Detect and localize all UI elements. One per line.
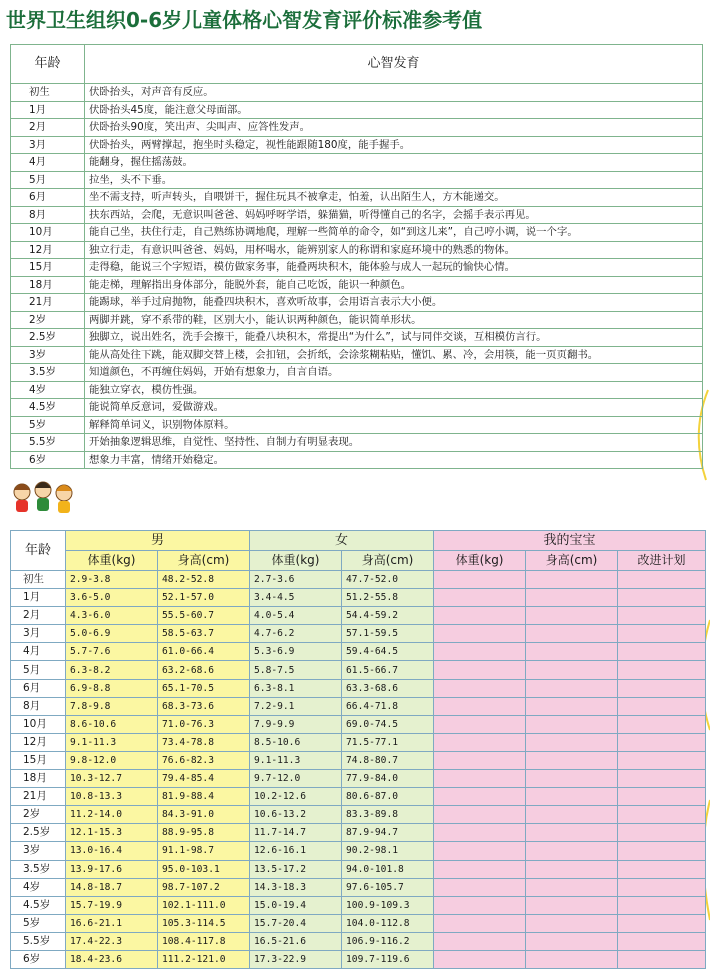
baby-height-input-cell[interactable] (526, 842, 618, 860)
baby-weight-input-cell[interactable] (434, 733, 526, 751)
boy-height-cell: 95.0-103.1 (158, 860, 250, 878)
boy-height-cell: 91.1-98.7 (158, 842, 250, 860)
development-description-cell: 走得稳，能说三个字短语，模仿做家务事，能叠两块积木，能体验与成人一起玩的愉快心情。 (85, 259, 703, 277)
improvement-plan-input-cell[interactable] (618, 715, 706, 733)
baby-weight-input-cell[interactable] (434, 571, 526, 589)
girl-height-cell: 57.1-59.5 (342, 625, 434, 643)
boy-weight-cell: 4.3-6.0 (66, 607, 158, 625)
girl-weight-cell: 17.3-22.9 (250, 950, 342, 968)
growth-row (11, 643, 706, 661)
development-description-cell: 两脚并跳，穿不系带的鞋，区别大小，能认识两种颜色，能识简单形状。 (85, 311, 703, 329)
growth-age-cell: 18月 (11, 770, 66, 788)
development-description-cell: 能自己坐，扶住行走，自己熟练协调地爬，理解一些简单的命令，如“到这儿来”，自己哼小调，说一个字。 (85, 224, 703, 242)
development-table (10, 44, 703, 469)
growth-row (11, 842, 706, 860)
girl-weight-cell: 15.7-20.4 (250, 914, 342, 932)
header-boy: 男 (66, 531, 250, 551)
growth-table-group-row (11, 531, 706, 551)
development-row (11, 259, 703, 277)
girl-height-cell: 106.9-116.2 (342, 932, 434, 950)
development-description-cell: 能说简单反意词，爱做游戏。 (85, 399, 703, 417)
development-age-cell: 2岁 (11, 311, 85, 329)
boy-weight-cell: 13.0-16.4 (66, 842, 158, 860)
development-description-cell: 伏卧抬头45度，能注意父母面部。 (85, 101, 703, 119)
baby-weight-input-cell[interactable] (434, 679, 526, 697)
boy-weight-cell: 9.8-12.0 (66, 751, 158, 769)
development-description-cell: 拉坐，头不下垂。 (85, 171, 703, 189)
growth-age-cell: 10月 (11, 715, 66, 733)
development-table-header (11, 45, 703, 84)
girl-weight-cell: 2.7-3.6 (250, 571, 342, 589)
growth-age-cell: 12月 (11, 733, 66, 751)
boy-height-cell: 71.0-76.3 (158, 715, 250, 733)
girl-weight-cell: 5.8-7.5 (250, 661, 342, 679)
boy-height-cell: 52.1-57.0 (158, 589, 250, 607)
baby-height-input-cell[interactable] (526, 824, 618, 842)
boy-height-cell: 63.2-68.6 (158, 661, 250, 679)
baby-height-input-cell[interactable] (526, 589, 618, 607)
baby-height-input-cell[interactable] (526, 733, 618, 751)
baby-weight-input-cell[interactable] (434, 661, 526, 679)
baby-weight-input-cell[interactable] (434, 697, 526, 715)
growth-age-cell: 2岁 (11, 806, 66, 824)
baby-height-input-cell[interactable] (526, 571, 618, 589)
boy-weight-cell: 14.8-18.7 (66, 878, 158, 896)
improvement-plan-input-cell[interactable] (618, 643, 706, 661)
baby-weight-input-cell[interactable] (434, 643, 526, 661)
development-row (11, 276, 703, 294)
growth-table (10, 530, 706, 969)
development-description-cell: 伏卧抬头，两臂撑起，抱坐时头稳定，视性能跟随180度，能手握手。 (85, 136, 703, 154)
development-row (11, 241, 703, 259)
header-improvement-plan: 改进计划 (618, 551, 706, 571)
development-description-cell: 开始抽象逻辑思维，自觉性、坚持性、自制力有明显表现。 (85, 434, 703, 452)
development-row (11, 434, 703, 452)
development-description-cell: 独立行走，有意识叫爸爸、妈妈，用杯喝水，能辨别家人的称谓和家庭环境中的熟悉的物体。 (85, 241, 703, 259)
improvement-plan-input-cell[interactable] (618, 770, 706, 788)
development-description-cell: 独脚立，说出姓名，洗手会擦干，能叠八块积木，常提出“为什么”，试与同伴交谈，互相模仿言行。 (85, 329, 703, 347)
girl-weight-cell: 13.5-17.2 (250, 860, 342, 878)
girl-height-cell: 77.9-84.0 (342, 770, 434, 788)
growth-row (11, 788, 706, 806)
girl-height-cell: 90.2-98.1 (342, 842, 434, 860)
improvement-plan-input-cell[interactable] (618, 860, 706, 878)
improvement-plan-input-cell[interactable] (618, 625, 706, 643)
boy-weight-cell: 18.4-23.6 (66, 950, 158, 968)
growth-age-cell: 6岁 (11, 950, 66, 968)
girl-height-cell: 54.4-59.2 (342, 607, 434, 625)
girl-height-cell: 66.4-71.8 (342, 697, 434, 715)
baby-height-input-cell[interactable] (526, 661, 618, 679)
boy-height-cell: 76.6-82.3 (158, 751, 250, 769)
girl-weight-cell: 11.7-14.7 (250, 824, 342, 842)
boy-weight-cell: 8.6-10.6 (66, 715, 158, 733)
girl-weight-cell: 9.1-11.3 (250, 751, 342, 769)
baby-height-input-cell[interactable] (526, 697, 618, 715)
girl-weight-cell: 7.9-9.9 (250, 715, 342, 733)
baby-weight-input-cell[interactable] (434, 806, 526, 824)
boy-weight-cell: 6.9-8.8 (66, 679, 158, 697)
development-row (11, 451, 703, 469)
baby-weight-input-cell[interactable] (434, 788, 526, 806)
development-description-cell: 伏卧抬头90度，笑出声、尖叫声、应答性发声。 (85, 119, 703, 137)
growth-row (11, 860, 706, 878)
girl-height-cell: 109.7-119.6 (342, 950, 434, 968)
girl-weight-cell: 6.3-8.1 (250, 679, 342, 697)
boy-weight-cell: 6.3-8.2 (66, 661, 158, 679)
development-row (11, 84, 703, 102)
baby-weight-input-cell[interactable] (434, 625, 526, 643)
development-row (11, 224, 703, 242)
development-age-cell: 4岁 (11, 381, 85, 399)
development-age-cell: 4.5岁 (11, 399, 85, 417)
boy-height-cell: 65.1-70.5 (158, 679, 250, 697)
girl-height-cell: 59.4-64.5 (342, 643, 434, 661)
development-row (11, 206, 703, 224)
development-row (11, 136, 703, 154)
development-age-cell: 12月 (11, 241, 85, 259)
development-description-cell: 能独立穿衣，模仿性强。 (85, 381, 703, 399)
boy-height-cell: 84.3-91.0 (158, 806, 250, 824)
baby-weight-input-cell[interactable] (434, 842, 526, 860)
girl-weight-cell: 5.3-6.9 (250, 643, 342, 661)
baby-weight-input-cell[interactable] (434, 932, 526, 950)
growth-age-cell: 4月 (11, 643, 66, 661)
growth-age-cell: 8月 (11, 697, 66, 715)
boy-height-cell: 55.5-60.7 (158, 607, 250, 625)
header-baby-height: 身高(cm) (526, 551, 618, 571)
girl-height-cell: 51.2-55.8 (342, 589, 434, 607)
baby-weight-input-cell[interactable] (434, 607, 526, 625)
improvement-plan-input-cell[interactable] (618, 896, 706, 914)
growth-age-cell: 1月 (11, 589, 66, 607)
baby-weight-input-cell[interactable] (434, 950, 526, 968)
baby-height-input-cell[interactable] (526, 878, 618, 896)
header-my-baby: 我的宝宝 (434, 531, 706, 551)
boy-weight-cell: 7.8-9.8 (66, 697, 158, 715)
development-row (11, 416, 703, 434)
development-age-cell: 10月 (11, 224, 85, 242)
baby-weight-input-cell[interactable] (434, 770, 526, 788)
development-age-cell: 2月 (11, 119, 85, 137)
boy-weight-cell: 17.4-22.3 (66, 932, 158, 950)
girl-weight-cell: 10.2-12.6 (250, 788, 342, 806)
girl-height-cell: 61.5-66.7 (342, 661, 434, 679)
boy-height-cell: 79.4-85.4 (158, 770, 250, 788)
improvement-plan-input-cell[interactable] (618, 697, 706, 715)
improvement-plan-input-cell[interactable] (618, 806, 706, 824)
growth-row (11, 661, 706, 679)
development-row (11, 311, 703, 329)
girl-weight-cell: 7.2-9.1 (250, 697, 342, 715)
header-girl-height: 身高(cm) (342, 551, 434, 571)
boy-weight-cell: 2.9-3.8 (66, 571, 158, 589)
growth-age-cell: 3.5岁 (11, 860, 66, 878)
development-row (11, 189, 703, 207)
improvement-plan-input-cell[interactable] (618, 571, 706, 589)
development-row (11, 381, 703, 399)
growth-row (11, 679, 706, 697)
improvement-plan-input-cell[interactable] (618, 589, 706, 607)
girl-weight-cell: 4.0-5.4 (250, 607, 342, 625)
baby-height-input-cell[interactable] (526, 914, 618, 932)
growth-row (11, 589, 706, 607)
growth-age-cell: 21月 (11, 788, 66, 806)
growth-row (11, 571, 706, 589)
girl-weight-cell: 3.4-4.5 (250, 589, 342, 607)
growth-age-cell: 15月 (11, 751, 66, 769)
development-age-cell: 1月 (11, 101, 85, 119)
baby-height-input-cell[interactable] (526, 607, 618, 625)
boy-weight-cell: 13.9-17.6 (66, 860, 158, 878)
development-age-cell: 4月 (11, 154, 85, 172)
growth-row (11, 896, 706, 914)
growth-row (11, 733, 706, 751)
improvement-plan-input-cell[interactable] (618, 661, 706, 679)
growth-row (11, 932, 706, 950)
girl-weight-cell: 14.3-18.3 (250, 878, 342, 896)
development-age-cell: 3月 (11, 136, 85, 154)
page-title: 世界卫生组织0-6岁儿童体格心智发育评价标准参考值 (6, 8, 483, 32)
growth-age-cell: 5月 (11, 661, 66, 679)
girl-weight-cell: 9.7-12.0 (250, 770, 342, 788)
improvement-plan-input-cell[interactable] (618, 679, 706, 697)
boy-height-cell: 68.3-73.6 (158, 697, 250, 715)
boy-height-cell: 73.4-78.8 (158, 733, 250, 751)
growth-age-cell: 2.5岁 (11, 824, 66, 842)
growth-age-cell: 4岁 (11, 878, 66, 896)
development-age-cell: 3.5岁 (11, 364, 85, 382)
growth-row (11, 625, 706, 643)
development-description-cell: 能从高处往下跳，能双脚交替上楼，会扣钮，会折纸，会涂浆糊粘贴，懂饥、累、冷，会用筷，能一页页翻书。 (85, 346, 703, 364)
girl-height-cell: 80.6-87.0 (342, 788, 434, 806)
development-row (11, 119, 703, 137)
growth-age-cell: 4.5岁 (11, 896, 66, 914)
header-boy-height: 身高(cm) (158, 551, 250, 571)
development-description-cell: 解释简单词义，识别物体原料。 (85, 416, 703, 434)
girl-height-cell: 100.9-109.3 (342, 896, 434, 914)
baby-weight-input-cell[interactable] (434, 824, 526, 842)
growth-row (11, 950, 706, 968)
development-row (11, 154, 703, 172)
growth-row (11, 770, 706, 788)
girl-height-cell: 47.7-52.0 (342, 571, 434, 589)
boy-weight-cell: 5.0-6.9 (66, 625, 158, 643)
development-row (11, 171, 703, 189)
baby-height-input-cell[interactable] (526, 896, 618, 914)
baby-weight-input-cell[interactable] (434, 715, 526, 733)
development-description-cell: 能翻身，握住摇荡鼓。 (85, 154, 703, 172)
development-age-cell: 18月 (11, 276, 85, 294)
baby-height-input-cell[interactable] (526, 625, 618, 643)
boy-weight-cell: 16.6-21.1 (66, 914, 158, 932)
baby-weight-input-cell[interactable] (434, 878, 526, 896)
development-description-cell: 扶东西站，会爬，无意识叫爸爸、妈妈呼呀学语，躲猫猫，听得懂自己的名字，会摇手表示再见。 (85, 206, 703, 224)
baby-weight-input-cell[interactable] (434, 860, 526, 878)
girl-height-cell: 69.0-74.5 (342, 715, 434, 733)
boy-weight-cell: 10.8-13.3 (66, 788, 158, 806)
development-description-cell: 坐不需支持，听声转头，自喂饼干，握住玩具不被拿走，怕羞，认出陌生人，方木能递交。 (85, 189, 703, 207)
header-girl: 女 (250, 531, 434, 551)
growth-age-cell: 6月 (11, 679, 66, 697)
baby-height-input-cell[interactable] (526, 770, 618, 788)
boy-height-cell: 88.9-95.8 (158, 824, 250, 842)
development-row (11, 101, 703, 119)
growth-row (11, 914, 706, 932)
development-age-cell: 5.5岁 (11, 434, 85, 452)
development-age-cell: 初生 (11, 84, 85, 102)
header-girl-weight: 体重(kg) (250, 551, 342, 571)
baby-height-input-cell[interactable] (526, 932, 618, 950)
girl-weight-cell: 4.7-6.2 (250, 625, 342, 643)
baby-height-input-cell[interactable] (526, 679, 618, 697)
growth-age-cell: 3月 (11, 625, 66, 643)
development-description-cell: 想象力丰富，情绪开始稳定。 (85, 451, 703, 469)
baby-height-input-cell[interactable] (526, 788, 618, 806)
girl-height-cell: 71.5-77.1 (342, 733, 434, 751)
improvement-plan-input-cell[interactable] (618, 878, 706, 896)
boy-weight-cell: 11.2-14.0 (66, 806, 158, 824)
header-age: 年龄 (11, 45, 85, 84)
improvement-plan-input-cell[interactable] (618, 842, 706, 860)
girl-height-cell: 94.0-101.8 (342, 860, 434, 878)
growth-age-cell: 3岁 (11, 842, 66, 860)
development-age-cell: 6岁 (11, 451, 85, 469)
boy-weight-cell: 12.1-15.3 (66, 824, 158, 842)
development-age-cell: 3岁 (11, 346, 85, 364)
baby-weight-input-cell[interactable] (434, 914, 526, 932)
improvement-plan-input-cell[interactable] (618, 914, 706, 932)
baby-height-input-cell[interactable] (526, 860, 618, 878)
growth-row (11, 878, 706, 896)
development-age-cell: 15月 (11, 259, 85, 277)
growth-row (11, 697, 706, 715)
growth-age-cell: 初生 (11, 571, 66, 589)
boy-weight-cell: 10.3-12.7 (66, 770, 158, 788)
boy-weight-cell: 9.1-11.3 (66, 733, 158, 751)
boy-height-cell: 81.9-88.4 (158, 788, 250, 806)
development-description-cell: 能踢球，举手过肩抛物，能叠四块积木，喜欢听故事，会用语言表示大小便。 (85, 294, 703, 312)
development-row (11, 364, 703, 382)
growth-age-cell: 5岁 (11, 914, 66, 932)
improvement-plan-input-cell[interactable] (618, 950, 706, 968)
growth-table-subheader-row (11, 551, 706, 571)
girl-height-cell: 87.9-94.7 (342, 824, 434, 842)
boy-height-cell: 48.2-52.8 (158, 571, 250, 589)
baby-weight-input-cell[interactable] (434, 751, 526, 769)
improvement-plan-input-cell[interactable] (618, 788, 706, 806)
improvement-plan-input-cell[interactable] (618, 751, 706, 769)
baby-height-input-cell[interactable] (526, 806, 618, 824)
improvement-plan-input-cell[interactable] (618, 824, 706, 842)
girl-weight-cell: 16.5-21.6 (250, 932, 342, 950)
baby-weight-input-cell[interactable] (434, 896, 526, 914)
development-age-cell: 8月 (11, 206, 85, 224)
girl-height-cell: 83.3-89.8 (342, 806, 434, 824)
development-row (11, 329, 703, 347)
boy-height-cell: 111.2-121.0 (158, 950, 250, 968)
baby-weight-input-cell[interactable] (434, 589, 526, 607)
development-description-cell: 能走梯，理解指出身体部分，能脱外套，能自己吃饭，能识一种颜色。 (85, 276, 703, 294)
development-age-cell: 21月 (11, 294, 85, 312)
improvement-plan-input-cell[interactable] (618, 607, 706, 625)
development-table-body (11, 84, 703, 469)
boy-height-cell: 108.4-117.8 (158, 932, 250, 950)
girl-weight-cell: 8.5-10.6 (250, 733, 342, 751)
development-description-cell: 伏卧抬头，对声音有反应。 (85, 84, 703, 102)
header-baby-weight: 体重(kg) (434, 551, 526, 571)
boy-height-cell: 98.7-107.2 (158, 878, 250, 896)
development-row (11, 399, 703, 417)
baby-height-input-cell[interactable] (526, 950, 618, 968)
improvement-plan-input-cell[interactable] (618, 733, 706, 751)
boy-height-cell: 58.5-63.7 (158, 625, 250, 643)
improvement-plan-input-cell[interactable] (618, 932, 706, 950)
baby-height-input-cell[interactable] (526, 715, 618, 733)
girl-weight-cell: 12.6-16.1 (250, 842, 342, 860)
development-row (11, 346, 703, 364)
boy-height-cell: 102.1-111.0 (158, 896, 250, 914)
cartoon-kids-illustration (8, 478, 78, 518)
girl-height-cell: 63.3-68.6 (342, 679, 434, 697)
boy-weight-cell: 3.6-5.0 (66, 589, 158, 607)
growth-age-cell: 5.5岁 (11, 932, 66, 950)
girl-height-cell: 74.8-80.7 (342, 751, 434, 769)
growth-row (11, 751, 706, 769)
boy-height-cell: 105.3-114.5 (158, 914, 250, 932)
baby-height-input-cell[interactable] (526, 643, 618, 661)
girl-weight-cell: 15.0-19.4 (250, 896, 342, 914)
growth-table-body (11, 571, 706, 969)
growth-row (11, 824, 706, 842)
boy-weight-cell: 5.7-7.6 (66, 643, 158, 661)
development-row (11, 294, 703, 312)
development-age-cell: 2.5岁 (11, 329, 85, 347)
girl-height-cell: 97.6-105.7 (342, 878, 434, 896)
development-age-cell: 5月 (11, 171, 85, 189)
growth-row (11, 715, 706, 733)
baby-height-input-cell[interactable] (526, 751, 618, 769)
development-age-cell: 5岁 (11, 416, 85, 434)
header-development: 心智发育 (85, 45, 703, 84)
growth-row (11, 607, 706, 625)
boy-height-cell: 61.0-66.4 (158, 643, 250, 661)
boy-weight-cell: 15.7-19.9 (66, 896, 158, 914)
header-age: 年龄 (11, 531, 66, 571)
growth-age-cell: 2月 (11, 607, 66, 625)
development-age-cell: 6月 (11, 189, 85, 207)
girl-height-cell: 104.0-112.8 (342, 914, 434, 932)
girl-weight-cell: 10.6-13.2 (250, 806, 342, 824)
development-description-cell: 知道颜色，不再缠住妈妈，开始有想象力，自言自语。 (85, 364, 703, 382)
header-boy-weight: 体重(kg) (66, 551, 158, 571)
growth-row (11, 806, 706, 824)
